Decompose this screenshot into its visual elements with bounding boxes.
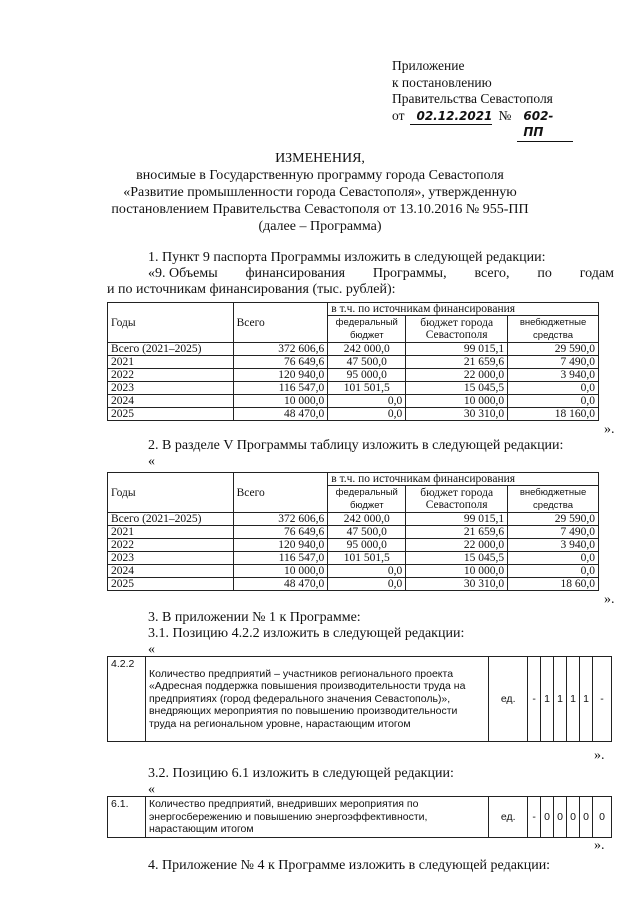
quote-word: финансирования xyxy=(245,266,346,281)
title-line-1: вносимые в Государственную программу города Севастополя xyxy=(136,168,504,183)
indicator-unit: ед. xyxy=(489,797,528,838)
indicator-value: 1 xyxy=(580,657,593,742)
number-prefix: № xyxy=(498,107,512,123)
header-line-2: к постановлению xyxy=(392,74,492,90)
table-row: 2025 48 470,0 0,0 30 310,0 18 160,0 xyxy=(108,408,599,421)
quote-word: «9. Объемы xyxy=(148,266,218,281)
col-total: Всего xyxy=(233,473,328,513)
table-row: 2022 120 940,0 95 000,0 22 000,0 3 940,0 xyxy=(108,369,599,382)
table-2-close-quote: ». xyxy=(604,592,615,607)
title-line-4: (далее – Программа) xyxy=(258,219,382,234)
col-city: бюджет города Севастополя xyxy=(406,316,508,343)
item-2-text: 2. В разделе V Программы таблицу изложить в следующей редакции: xyxy=(148,438,564,453)
item-3-1-close-quote: ». xyxy=(594,748,605,763)
indicator-code: 4.2.2 xyxy=(108,657,146,742)
date-prefix: от xyxy=(392,107,405,123)
indicator-table-4-2-2 xyxy=(107,656,612,742)
indicator-value: - xyxy=(592,657,611,742)
indicator-value: 0 xyxy=(580,797,593,838)
indicator-table-6-1 xyxy=(107,796,612,838)
indicator-text: Количество предприятий, внедривших мероприятия по энергосбережению и повышению энергоэффективности, нарастающим итогом xyxy=(145,797,488,838)
financing-table-1 xyxy=(107,302,599,421)
table-row xyxy=(108,797,612,838)
title-line-3: постановлением Правительства Севастополя от 13.10.2016 № 955-ПП xyxy=(111,202,529,217)
col-extra: внебюджетные средства xyxy=(508,486,599,513)
financing-table-2 xyxy=(107,472,599,591)
header-line-1: Приложение xyxy=(392,58,465,73)
col-sources: в т.ч. по источникам финансирования xyxy=(328,303,599,316)
col-extra: внебюджетные средства xyxy=(508,316,599,343)
col-federal: федеральный бюджет xyxy=(328,486,406,513)
item-1-text: 1. Пункт 9 паспорта Программы изложить в следующей редакции: xyxy=(148,250,546,265)
title-line-2: «Развитие промышленности города Севастополя», утвержденную xyxy=(123,185,517,200)
table-row: 2024 10 000,0 0,0 10 000,0 0,0 xyxy=(108,565,599,578)
approval-header xyxy=(392,58,573,142)
table-row: 2022 120 940,0 95 000,0 22 000,0 3 940,0 xyxy=(108,539,599,552)
indicator-value: 0 xyxy=(567,797,580,838)
indicator-value: 0 xyxy=(541,797,554,838)
table-row: 2024 10 000,0 0,0 10 000,0 0,0 xyxy=(108,395,599,408)
header-line-3: Правительства Севастополя xyxy=(392,91,553,106)
item-2-open-quote: « xyxy=(148,454,155,469)
table-row: Всего (2021–2025) 372 606,6 242 000,0 99 015,1 29 590,0 xyxy=(108,343,599,356)
decree-number: 602-ПП xyxy=(517,108,573,142)
indicator-value: - xyxy=(528,657,541,742)
table-row: 2021 76 649,6 47 500,0 21 659,6 7 490,0 xyxy=(108,526,599,539)
item-3-text: 3. В приложении № 1 к Программе: xyxy=(148,610,361,625)
item-3-2-text: 3.2. Позицию 6.1 изложить в следующей редакции: xyxy=(148,766,454,781)
item-3-2-close-quote: ». xyxy=(594,838,605,853)
indicator-text: Количество предприятий – участников регионального проекта «Адресная поддержка повышения производительности труда на предприятиях (город федерального значения Севастополь)», внедряющих мероприятия по повышению производительности труда на региональном уровне, нарастающим итогом xyxy=(145,657,488,742)
col-total: Всего xyxy=(233,303,328,343)
document-heading: ИЗМЕНЕНИЯ, xyxy=(275,151,365,166)
col-years: Годы xyxy=(108,303,234,343)
table-1-close-quote: ». xyxy=(604,422,615,437)
indicator-unit: ед. xyxy=(489,657,528,742)
table-row: 2021 76 649,6 47 500,0 21 659,6 7 490,0 xyxy=(108,356,599,369)
table-row: 2023 116 547,0 101 501,5 15 045,5 0,0 xyxy=(108,382,599,395)
quote-word: годам xyxy=(579,266,614,281)
item-3-1-open-quote: « xyxy=(148,642,155,657)
col-city: бюджет города Севастополя xyxy=(406,486,508,513)
indicator-value: 1 xyxy=(541,657,554,742)
indicator-code: 6.1. xyxy=(108,797,146,838)
item-1-quote-line-2: и по источникам финансирования (тыс. рублей): xyxy=(107,282,396,297)
indicator-value: 1 xyxy=(554,657,567,742)
decree-date: 02.12.2021 xyxy=(410,108,492,126)
indicator-value: - xyxy=(528,797,541,838)
header-signature-line xyxy=(392,108,573,142)
item-3-1-text: 3.1. Позицию 4.2.2 изложить в следующей редакции: xyxy=(148,626,465,641)
item-1-quote-line xyxy=(148,266,614,282)
quote-word: всего, xyxy=(474,266,510,281)
col-federal: федеральный бюджет xyxy=(328,316,406,343)
table-row xyxy=(108,657,612,742)
item-3-2-open-quote: « xyxy=(148,782,155,797)
quote-word: по xyxy=(537,266,552,281)
table-row: 2025 48 470,0 0,0 30 310,0 18 60,0 xyxy=(108,578,599,591)
indicator-value: 0 xyxy=(592,797,611,838)
indicator-value: 0 xyxy=(554,797,567,838)
quote-word: Программы, xyxy=(372,266,447,281)
indicator-value: 1 xyxy=(567,657,580,742)
table-row: Всего (2021–2025) 372 606,6 242 000,0 99 015,1 29 590,0 xyxy=(108,513,599,526)
col-years: Годы xyxy=(108,473,234,513)
col-sources: в т.ч. по источникам финансирования xyxy=(328,473,599,486)
table-row: 2023 116 547,0 101 501,5 15 045,5 0,0 xyxy=(108,552,599,565)
item-4-text: 4. Приложение № 4 к Программе изложить в следующей редакции: xyxy=(148,858,551,873)
